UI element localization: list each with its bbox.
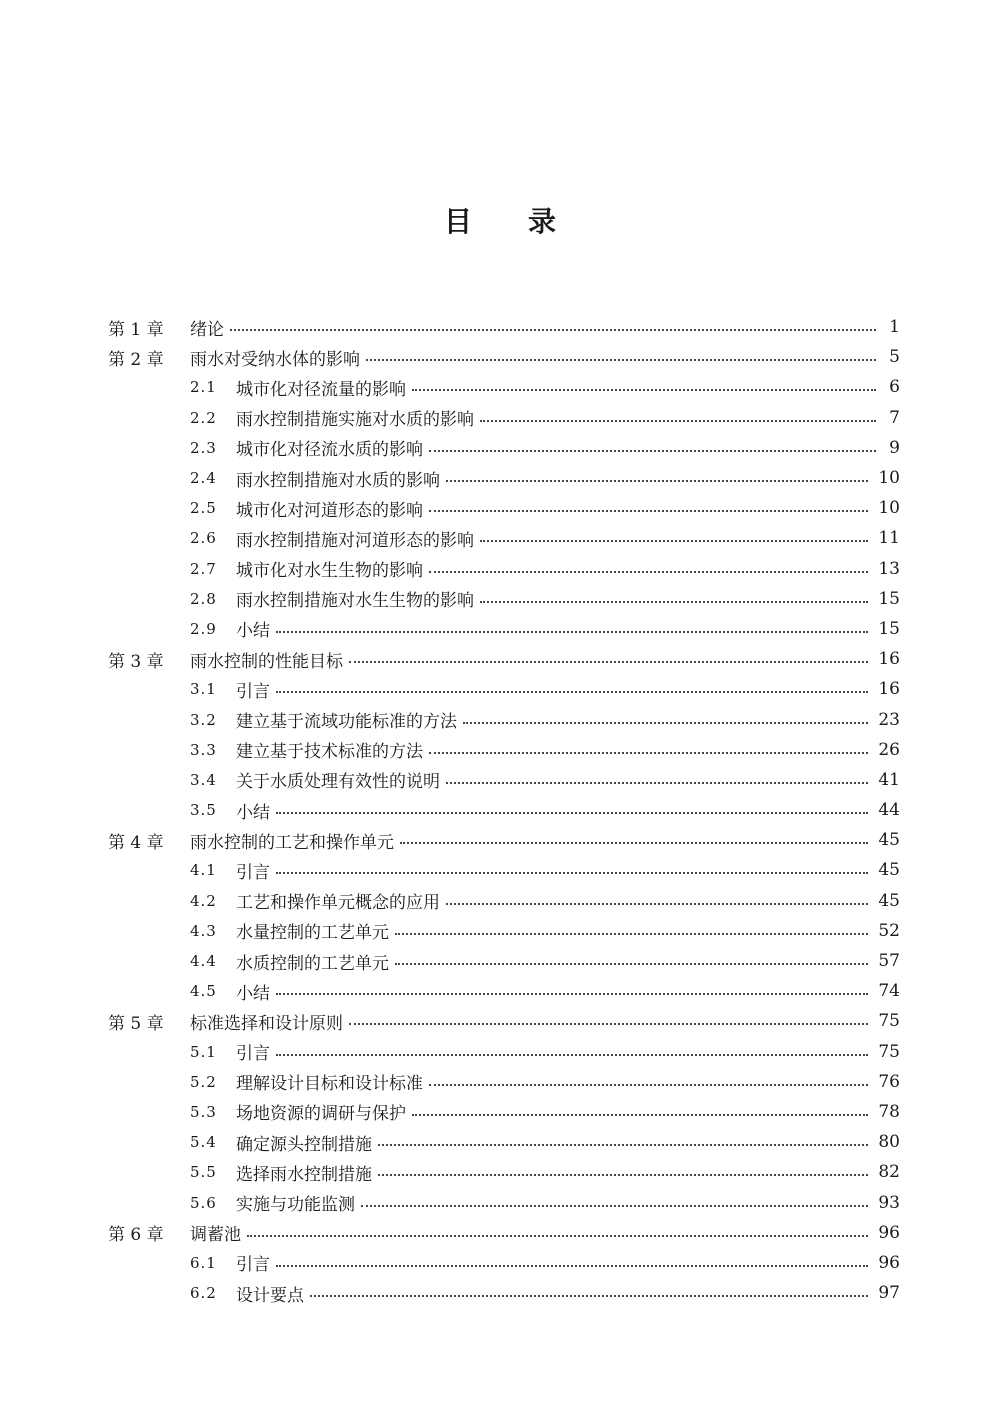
toc-page-number: 97 xyxy=(878,1283,900,1304)
toc-entry-title: 雨水控制的工艺和操作单元 xyxy=(190,832,394,853)
toc-entry-title: 雨水控制措施对河道形态的影响 xyxy=(236,530,474,551)
toc-entry-label xyxy=(190,1250,270,1275)
toc-page-number: 10 xyxy=(878,498,900,519)
toc-leader-dots xyxy=(276,1265,868,1267)
toc-entry-title: 雨水对受纳水体的影响 xyxy=(190,349,360,370)
toc-entry-number: 5.2 xyxy=(190,1072,217,1091)
toc-entry-number: 2.9 xyxy=(190,619,217,638)
toc-entry-number: 第 2 章 xyxy=(108,349,164,370)
toc-leader-dots xyxy=(429,510,868,512)
toc-entry-label xyxy=(108,828,394,853)
toc-entry-label xyxy=(190,798,270,823)
toc-leader-dots xyxy=(429,752,868,754)
toc-section-entry[interactable] xyxy=(108,584,900,614)
toc-entry-title: 小结 xyxy=(236,983,270,1004)
toc-entry-number: 2.7 xyxy=(190,559,217,578)
toc-page-number: 52 xyxy=(878,920,900,941)
toc-entry-label xyxy=(108,315,224,340)
toc-entry-number: 3.1 xyxy=(190,680,217,699)
toc-chapter-entry[interactable] xyxy=(108,644,900,674)
toc-entry-number: 2.4 xyxy=(190,469,217,488)
title-part-2: 录 xyxy=(528,205,557,238)
toc-page-number: 6 xyxy=(889,377,900,398)
toc-section-entry[interactable] xyxy=(108,433,900,463)
toc-page-number: 76 xyxy=(878,1071,900,1092)
toc-leader-dots xyxy=(480,601,868,603)
toc-leader-dots xyxy=(310,1295,868,1297)
toc-entry-number: 第 3 章 xyxy=(108,651,164,672)
toc-leader-dots xyxy=(276,1054,868,1056)
toc-entry-label xyxy=(190,737,423,762)
toc-entry-title: 标准选择和设计原则 xyxy=(190,1013,343,1034)
toc-entry-label xyxy=(190,526,474,551)
toc-section-entry[interactable] xyxy=(108,735,900,765)
toc-section-entry[interactable] xyxy=(108,704,900,734)
toc-entry-label xyxy=(190,1099,406,1124)
toc-section-entry[interactable] xyxy=(108,795,900,825)
toc-entry-label xyxy=(190,707,457,732)
toc-entry-title: 雨水控制措施对水生生物的影响 xyxy=(236,591,474,612)
toc-entry-number: 第 5 章 xyxy=(108,1013,164,1034)
toc-page-number: 96 xyxy=(878,1222,900,1243)
toc-entry-label xyxy=(190,616,270,641)
toc-leader-dots xyxy=(429,1084,868,1086)
toc-leader-dots xyxy=(429,450,876,452)
toc-page-number: 45 xyxy=(878,860,900,881)
toc-page-number: 93 xyxy=(878,1192,900,1213)
toc-entry-label xyxy=(190,1069,423,1094)
table-of-contents xyxy=(108,312,900,1308)
toc-entry-title: 实施与功能监测 xyxy=(236,1195,355,1216)
toc-entry-title: 城市化对河道形态的影响 xyxy=(236,500,423,521)
toc-page-number: 1 xyxy=(889,317,900,338)
toc-section-entry[interactable] xyxy=(108,976,900,1006)
toc-leader-dots xyxy=(361,1205,868,1207)
toc-entry-title: 城市化对径流量的影响 xyxy=(236,379,406,400)
toc-entry-label xyxy=(190,858,270,883)
toc-page-number: 41 xyxy=(878,769,900,790)
toc-entry-label xyxy=(190,466,440,491)
toc-page-number: 96 xyxy=(878,1252,900,1273)
toc-section-entry[interactable] xyxy=(108,1248,900,1278)
toc-entry-title: 关于水质处理有效性的说明 xyxy=(236,772,440,793)
toc-page-number: 74 xyxy=(878,981,900,1002)
toc-entry-label xyxy=(190,888,440,913)
toc-section-entry[interactable] xyxy=(108,463,900,493)
toc-entry-number: 2.2 xyxy=(190,408,217,427)
toc-entry-label xyxy=(190,496,423,521)
toc-entry-number: 第 4 章 xyxy=(108,832,164,853)
toc-leader-dots xyxy=(366,359,876,361)
toc-leader-dots xyxy=(276,631,868,633)
toc-section-entry[interactable] xyxy=(108,523,900,553)
toc-leader-dots xyxy=(349,661,868,663)
toc-entry-number: 5.1 xyxy=(190,1042,217,1061)
toc-leader-dots xyxy=(276,812,868,814)
toc-entry-number: 2.6 xyxy=(190,529,217,548)
toc-entry-title: 确定源头控制措施 xyxy=(236,1134,372,1155)
toc-page-number: 26 xyxy=(878,739,900,760)
toc-entry-label xyxy=(108,1220,241,1245)
toc-section-entry[interactable] xyxy=(108,916,900,946)
toc-section-entry[interactable] xyxy=(108,855,900,885)
title-part-1: 目 xyxy=(443,205,472,238)
toc-entry-label xyxy=(108,1009,343,1034)
toc-entry-label xyxy=(190,375,406,400)
toc-chapter-entry[interactable] xyxy=(108,1218,900,1248)
page-title xyxy=(0,200,1000,244)
toc-chapter-entry[interactable] xyxy=(108,342,900,372)
toc-chapter-entry[interactable] xyxy=(108,825,900,855)
toc-page-number: 75 xyxy=(878,1041,900,1062)
toc-chapter-entry[interactable] xyxy=(108,312,900,342)
toc-section-entry[interactable] xyxy=(108,1097,900,1127)
toc-entry-label xyxy=(190,677,270,702)
toc-entry-number: 4.1 xyxy=(190,861,217,880)
toc-section-entry[interactable] xyxy=(108,765,900,795)
toc-entry-label xyxy=(190,1190,355,1215)
toc-entry-label xyxy=(190,586,474,611)
toc-entry-number: 第 1 章 xyxy=(108,319,164,340)
toc-entry-title: 引言 xyxy=(236,862,270,883)
toc-entry-number: 2.5 xyxy=(190,499,217,518)
toc-entry-label xyxy=(190,435,423,460)
toc-page-number: 44 xyxy=(878,800,900,821)
toc-page-number: 16 xyxy=(878,679,900,700)
toc-leader-dots xyxy=(429,571,868,573)
toc-leader-dots xyxy=(412,1114,868,1116)
toc-entry-title: 城市化对水生生物的影响 xyxy=(236,561,423,582)
toc-entry-title: 雨水控制措施实施对水质的影响 xyxy=(236,410,474,431)
toc-entry-title: 绪论 xyxy=(190,319,224,340)
toc-section-entry[interactable] xyxy=(108,493,900,523)
toc-leader-dots xyxy=(378,1144,868,1146)
toc-entry-title: 城市化对径流水质的影响 xyxy=(236,440,423,461)
toc-page-number: 13 xyxy=(878,558,900,579)
toc-entry-number: 5.6 xyxy=(190,1193,217,1212)
toc-entry-label xyxy=(190,556,423,581)
toc-section-entry[interactable] xyxy=(108,1067,900,1097)
toc-leader-dots xyxy=(480,540,868,542)
toc-entry-title: 引言 xyxy=(236,681,270,702)
toc-entry-label xyxy=(190,767,440,792)
toc-entry-number: 3.2 xyxy=(190,710,217,729)
toc-entry-title: 小结 xyxy=(236,802,270,823)
toc-entry-number: 6.2 xyxy=(190,1284,217,1303)
toc-entry-number: 第 6 章 xyxy=(108,1225,164,1246)
toc-page-number: 10 xyxy=(878,468,900,489)
toc-section-entry[interactable] xyxy=(108,1157,900,1187)
toc-entry-label xyxy=(190,1130,372,1155)
toc-entry-title: 雨水控制的性能目标 xyxy=(190,651,343,672)
toc-leader-dots xyxy=(378,1174,868,1176)
toc-page-number: 9 xyxy=(889,437,900,458)
toc-entry-title: 引言 xyxy=(236,1044,270,1065)
toc-entry-title: 设计要点 xyxy=(236,1285,304,1306)
toc-section-entry[interactable] xyxy=(108,886,900,916)
toc-page-number: 7 xyxy=(889,407,900,428)
toc-entry-label xyxy=(108,647,343,672)
toc-entry-title: 调蓄池 xyxy=(190,1225,241,1246)
toc-entry-label xyxy=(190,1160,372,1185)
toc-entry-number: 5.4 xyxy=(190,1133,217,1152)
toc-leader-dots xyxy=(412,389,876,391)
toc-entry-title: 水量控制的工艺单元 xyxy=(236,923,389,944)
toc-leader-dots xyxy=(247,1235,868,1237)
toc-section-entry[interactable] xyxy=(108,1127,900,1157)
toc-leader-dots xyxy=(349,1023,868,1025)
toc-page-number: 78 xyxy=(878,1101,900,1122)
toc-entry-title: 小结 xyxy=(236,621,270,642)
toc-leader-dots xyxy=(463,722,868,724)
toc-leader-dots xyxy=(446,480,868,482)
toc-entry-title: 理解设计目标和设计标准 xyxy=(236,1074,423,1095)
toc-section-entry[interactable] xyxy=(108,674,900,704)
toc-leader-dots xyxy=(230,329,876,331)
toc-entry-title: 引言 xyxy=(236,1255,270,1276)
toc-page-number: 80 xyxy=(878,1132,900,1153)
toc-entry-number: 2.1 xyxy=(190,378,217,397)
toc-entry-title: 建立基于流域功能标准的方法 xyxy=(236,712,457,733)
toc-entry-number: 4.2 xyxy=(190,891,217,910)
toc-entry-number: 4.3 xyxy=(190,921,217,940)
toc-leader-dots xyxy=(400,842,868,844)
toc-page-number: 23 xyxy=(878,709,900,730)
toc-entry-label xyxy=(190,979,270,1004)
toc-section-entry[interactable] xyxy=(108,403,900,433)
toc-entry-number: 3.4 xyxy=(190,770,217,789)
toc-entry-title: 水质控制的工艺单元 xyxy=(236,953,389,974)
toc-leader-dots xyxy=(276,993,868,995)
toc-page-number: 11 xyxy=(878,528,900,549)
toc-leader-dots xyxy=(480,420,876,422)
toc-page-number: 15 xyxy=(878,588,900,609)
toc-section-entry[interactable] xyxy=(108,554,900,584)
toc-entry-number: 5.3 xyxy=(190,1102,217,1121)
toc-entry-label xyxy=(190,918,389,943)
toc-leader-dots xyxy=(446,782,868,784)
toc-entry-number: 2.8 xyxy=(190,589,217,608)
toc-entry-number: 5.5 xyxy=(190,1163,217,1182)
toc-page-number: 82 xyxy=(878,1162,900,1183)
toc-entry-number: 4.5 xyxy=(190,982,217,1001)
toc-leader-dots xyxy=(446,903,868,905)
toc-entry-title: 选择雨水控制措施 xyxy=(236,1164,372,1185)
toc-entry-label xyxy=(190,405,474,430)
toc-entry-title: 工艺和操作单元概念的应用 xyxy=(236,893,440,914)
toc-page-number: 16 xyxy=(878,649,900,670)
toc-page-number: 5 xyxy=(889,347,900,368)
toc-section-entry[interactable] xyxy=(108,372,900,402)
toc-page-number: 75 xyxy=(878,1011,900,1032)
toc-entry-label xyxy=(190,1039,270,1064)
toc-entry-number: 4.4 xyxy=(190,952,217,971)
toc-entry-number: 2.3 xyxy=(190,438,217,457)
toc-chapter-entry[interactable] xyxy=(108,1006,900,1036)
toc-page-number: 45 xyxy=(878,890,900,911)
toc-leader-dots xyxy=(395,963,868,965)
toc-section-entry[interactable] xyxy=(108,1187,900,1217)
toc-page-number: 57 xyxy=(878,951,900,972)
toc-leader-dots xyxy=(395,933,868,935)
toc-entry-label xyxy=(190,1281,304,1306)
toc-section-entry[interactable] xyxy=(108,614,900,644)
toc-section-entry[interactable] xyxy=(108,1037,900,1067)
toc-section-entry[interactable] xyxy=(108,1278,900,1308)
toc-page-number: 15 xyxy=(878,618,900,639)
toc-entry-number: 3.5 xyxy=(190,801,217,820)
toc-entry-number: 3.3 xyxy=(190,740,217,759)
toc-entry-title: 场地资源的调研与保护 xyxy=(236,1104,406,1125)
toc-entry-number: 6.1 xyxy=(190,1253,217,1272)
toc-entry-label xyxy=(190,949,389,974)
toc-entry-title: 建立基于技术标准的方法 xyxy=(236,742,423,763)
toc-section-entry[interactable] xyxy=(108,946,900,976)
toc-leader-dots xyxy=(276,872,868,874)
toc-page-number: 45 xyxy=(878,830,900,851)
toc-leader-dots xyxy=(276,691,868,693)
toc-entry-label xyxy=(108,345,360,370)
toc-entry-title: 雨水控制措施对水质的影响 xyxy=(236,470,440,491)
